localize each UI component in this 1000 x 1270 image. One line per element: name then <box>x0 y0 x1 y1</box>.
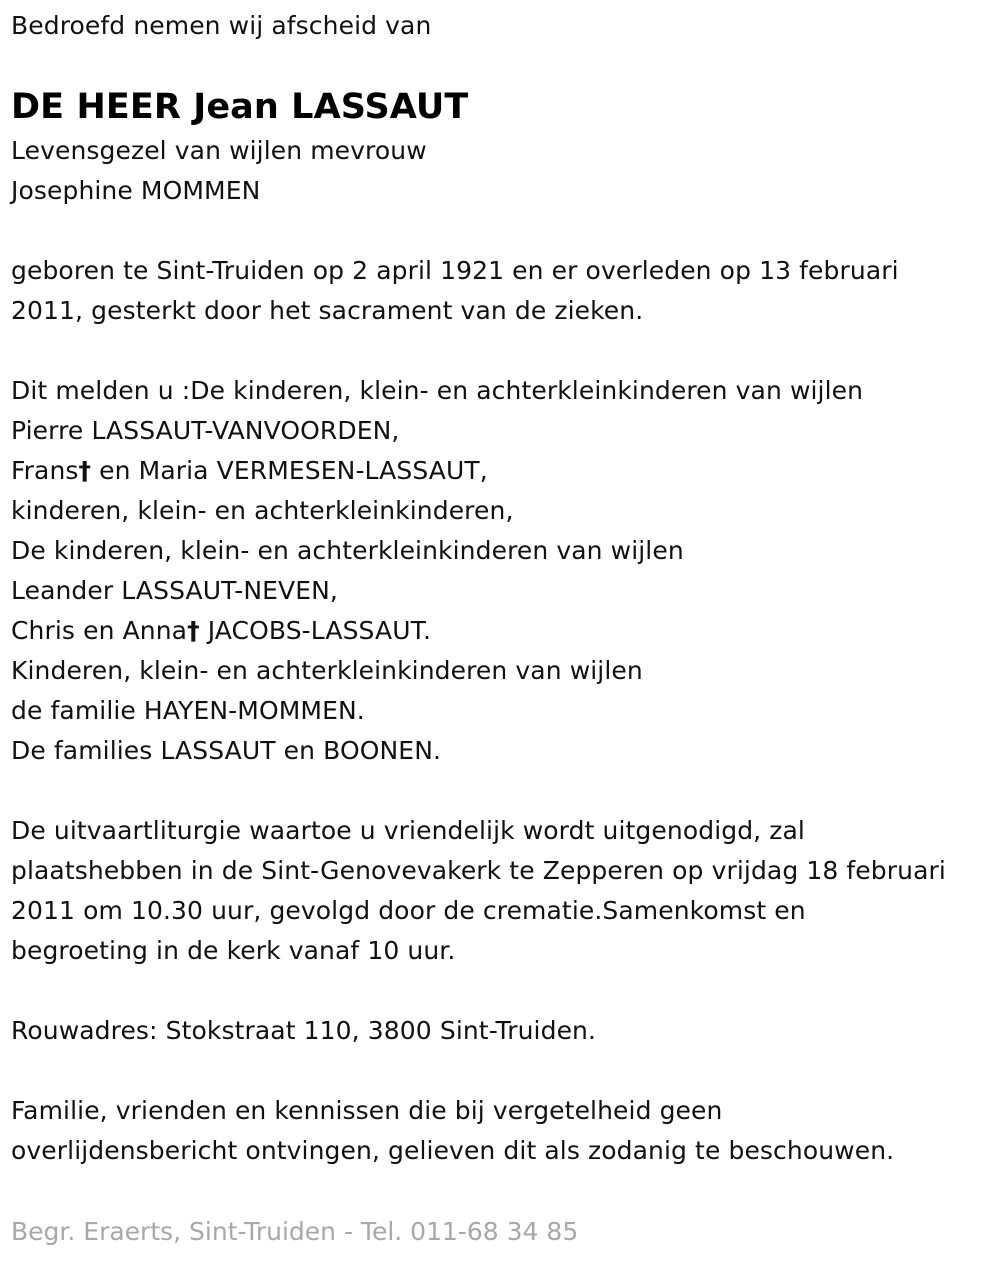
cross-icon: † <box>187 616 200 645</box>
family-line-6: Leander LASSAUT-NEVEN, <box>11 576 338 605</box>
family-line-8: Kinderen, klein- en achterkleinkinderen van wijlen <box>11 656 643 685</box>
notice-line-1: Familie, vrienden en kennissen die bij vergetelheid geen <box>11 1096 723 1125</box>
family-line-7 <box>11 611 991 651</box>
partner-line-1: Levensgezel van wijlen mevrouw <box>11 136 427 165</box>
spacer <box>11 971 991 1011</box>
obituary-notice <box>11 6 991 1171</box>
family-line-10: De families LASSAUT en BOONEN. <box>11 736 442 765</box>
mourning-address: Rouwadres: Stokstraat 110, 3800 Sint-Truiden. <box>11 1016 597 1045</box>
family-line-1: Dit melden u :De kinderen, klein- en achterkleinkinderen van wijlen <box>11 376 864 405</box>
spacer <box>11 1051 991 1091</box>
family-name-frans: Frans <box>11 456 79 485</box>
liturgy-line-3: 2011 om 10.30 uur, gevolgd door de crematie.Samenkomst en <box>11 896 806 925</box>
partner-line-2: Josephine MOMMEN <box>11 176 261 205</box>
cross-icon: † <box>78 456 92 485</box>
family-name-chris-anna: Chris en Anna <box>11 616 188 645</box>
liturgy-line-1: De uitvaartliturgie waartoe u vriendelijk wordt uitgenodigd, zal <box>11 816 805 845</box>
funeral-home-footer: Begr. Eraerts, Sint-Truiden - Tel. 011-68 34 85 <box>11 1217 579 1246</box>
family-name-jacobs: JACOBS-LASSAUT. <box>199 616 432 645</box>
intro-text: Bedroefd nemen wij afscheid van <box>11 11 432 40</box>
liturgy-line-4: begroeting in de kerk vanaf 10 uur. <box>11 936 456 965</box>
spacer <box>11 771 991 811</box>
liturgy-line-2: plaatshebben in de Sint-Genovevakerk te Zepperen op vrijdag 18 februari <box>11 856 946 885</box>
birth-death-line-2: 2011, gesterkt door het sacrament van de zieken. <box>11 296 644 325</box>
family-line-2: Pierre LASSAUT-VANVOORDEN, <box>11 416 400 445</box>
family-line-5: De kinderen, klein- en achterkleinkinderen van wijlen <box>11 536 684 565</box>
family-name-vermesen: en Maria VERMESEN-LASSAUT, <box>91 456 488 485</box>
spacer <box>11 211 991 251</box>
birth-death-line-1: geboren te Sint-Truiden op 2 april 1921 en er overleden op 13 februari <box>11 256 899 285</box>
family-line-4: kinderen, klein- en achterkleinkinderen, <box>11 496 514 525</box>
family-line-3 <box>11 451 991 491</box>
deceased-name: DE HEER Jean LASSAUT <box>11 87 469 127</box>
family-line-9: de familie HAYEN-MOMMEN. <box>11 696 365 725</box>
spacer <box>11 331 991 371</box>
notice-line-2: overlijdensbericht ontvingen, gelieven dit als zodanig te beschouwen. <box>11 1136 895 1165</box>
